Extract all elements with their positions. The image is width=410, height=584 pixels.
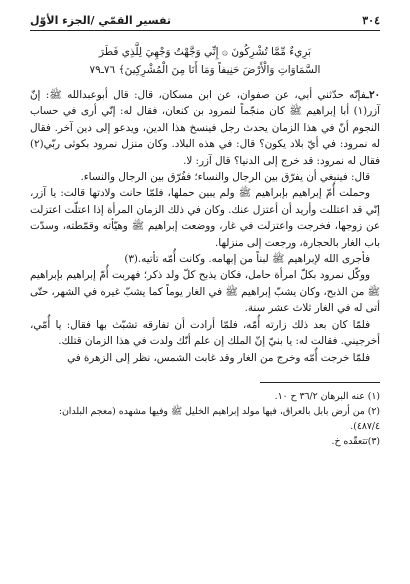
verse-line-1: بَرِيءٌ مِّمَّا تُشْرِكُونَ ۞ إِنِّي وَجَّهْتُ وَجْهِيَ لِلَّذِي فَطَرَ bbox=[98, 46, 312, 58]
hadith-number: ٢٠ـ bbox=[365, 89, 380, 101]
quran-verse bbox=[30, 43, 380, 79]
verse-line-2: السَّمَاوَاتِ وَالْأَرْضَ حَنِيفاً وَمَا أَنَا مِنَ الْمُشْرِكِينَ﴾ ٧٦ـ٧٩ bbox=[89, 64, 321, 76]
footnotes bbox=[30, 389, 380, 449]
page-number: ٣٠٤ bbox=[362, 14, 380, 27]
footnote: (٣)تتعقّده خ. bbox=[331, 435, 380, 447]
paragraph-text: فإنّه حدّثني أبي، عن صفوان، عن ابن مسكان، قال: قال أبوعبدالله ﷺ: إنّ آزر(١) أبا إبراهيم ﷺ كان منجّماً لنمرود بن كنعان، فقال له: إنّي أرى في حساب النجوم أنّ في هذا الزمان يحدث رجل فينسخ هذا الدين، ويدعو إلى دين آخر. فقال له نمرود: في أيّ بلاد يكون؟ قال: في هذه البلاد. وكان منزل نمرود بكوثى ربّي(٢) فقال له نمرود: قد خرج إلى الدنيا؟ قال آزر: لا. bbox=[30, 89, 380, 167]
running-title: تفسير القمّي /الجزء الأوّل bbox=[30, 14, 172, 27]
footnote: (٢) من أرض بابل بالعراق، فيها مولد إبراهيم الخليل ﷺ وفيها مشهده (معجم البلدان: ٤٨٧/٤). bbox=[58, 405, 380, 432]
paragraph: فلمّا كان بعد ذلك زارته أُمّه، فلمّا أرادت أن تفارقه تشبّث بها فقال: يا أُمّي، أخرجيني. فقالت له: يا بنيّ إنّ الملك إن علم أنّك ولدت في هذا الزمان قتلك. bbox=[30, 318, 380, 348]
paragraph: قال: فينبغي أن يفرّق بين الرجال والنساء؛ ففُرّق بين الرجال والنساء. bbox=[80, 171, 370, 184]
footnote: (١) عنه البرهان ٣٦/٢ ح ١٠. bbox=[274, 390, 380, 402]
body-text bbox=[30, 87, 380, 366]
paragraph-hadith-20 bbox=[30, 87, 380, 169]
footnote-separator bbox=[260, 382, 380, 383]
paragraph: ووكّل نمرود بكلّ امرأة حامل، فكان يذبح كلّ ولد ذكر؛ فهربت أُمّ إبراهيم بإبراهيم ﷺ من الذبح، وكان يشبّ إبراهيم ﷺ في الغار يوماً كما يشبّ غيره في الشهر، حتّى أتى له في الغار ثلاث عشر سنة. bbox=[30, 269, 380, 315]
running-header bbox=[30, 14, 380, 31]
paragraph: فأجرى الله لإبراهيم ﷺ لبناً من إبهامه. وكانت أُمّه تأتيه.(٣) bbox=[124, 253, 370, 266]
paragraph: وحملت أُمّ إبراهيم بإبراهيم ﷺ ولم يبين حملها، فلمّا حانت ولادتها قالت: يا آزر، إنّي قد اعتللت وأريد أن أعتزل عنك. وكان في ذلك الزمان المرأة إذا اعتلّت اعتزلت عن زوجها، فخرجت واعتزلت في غار، ووضعت إبراهيم ﷺ وهيّأته وقمّطته، وسدّت باب الغار بالحجارة، ورجعت إلى منزلها. bbox=[30, 187, 380, 249]
paragraph: فلمّا خرجت أُمّه وخرج من الغار وقد غابت الشمس، نظر إلى الزهرة في bbox=[67, 351, 370, 364]
